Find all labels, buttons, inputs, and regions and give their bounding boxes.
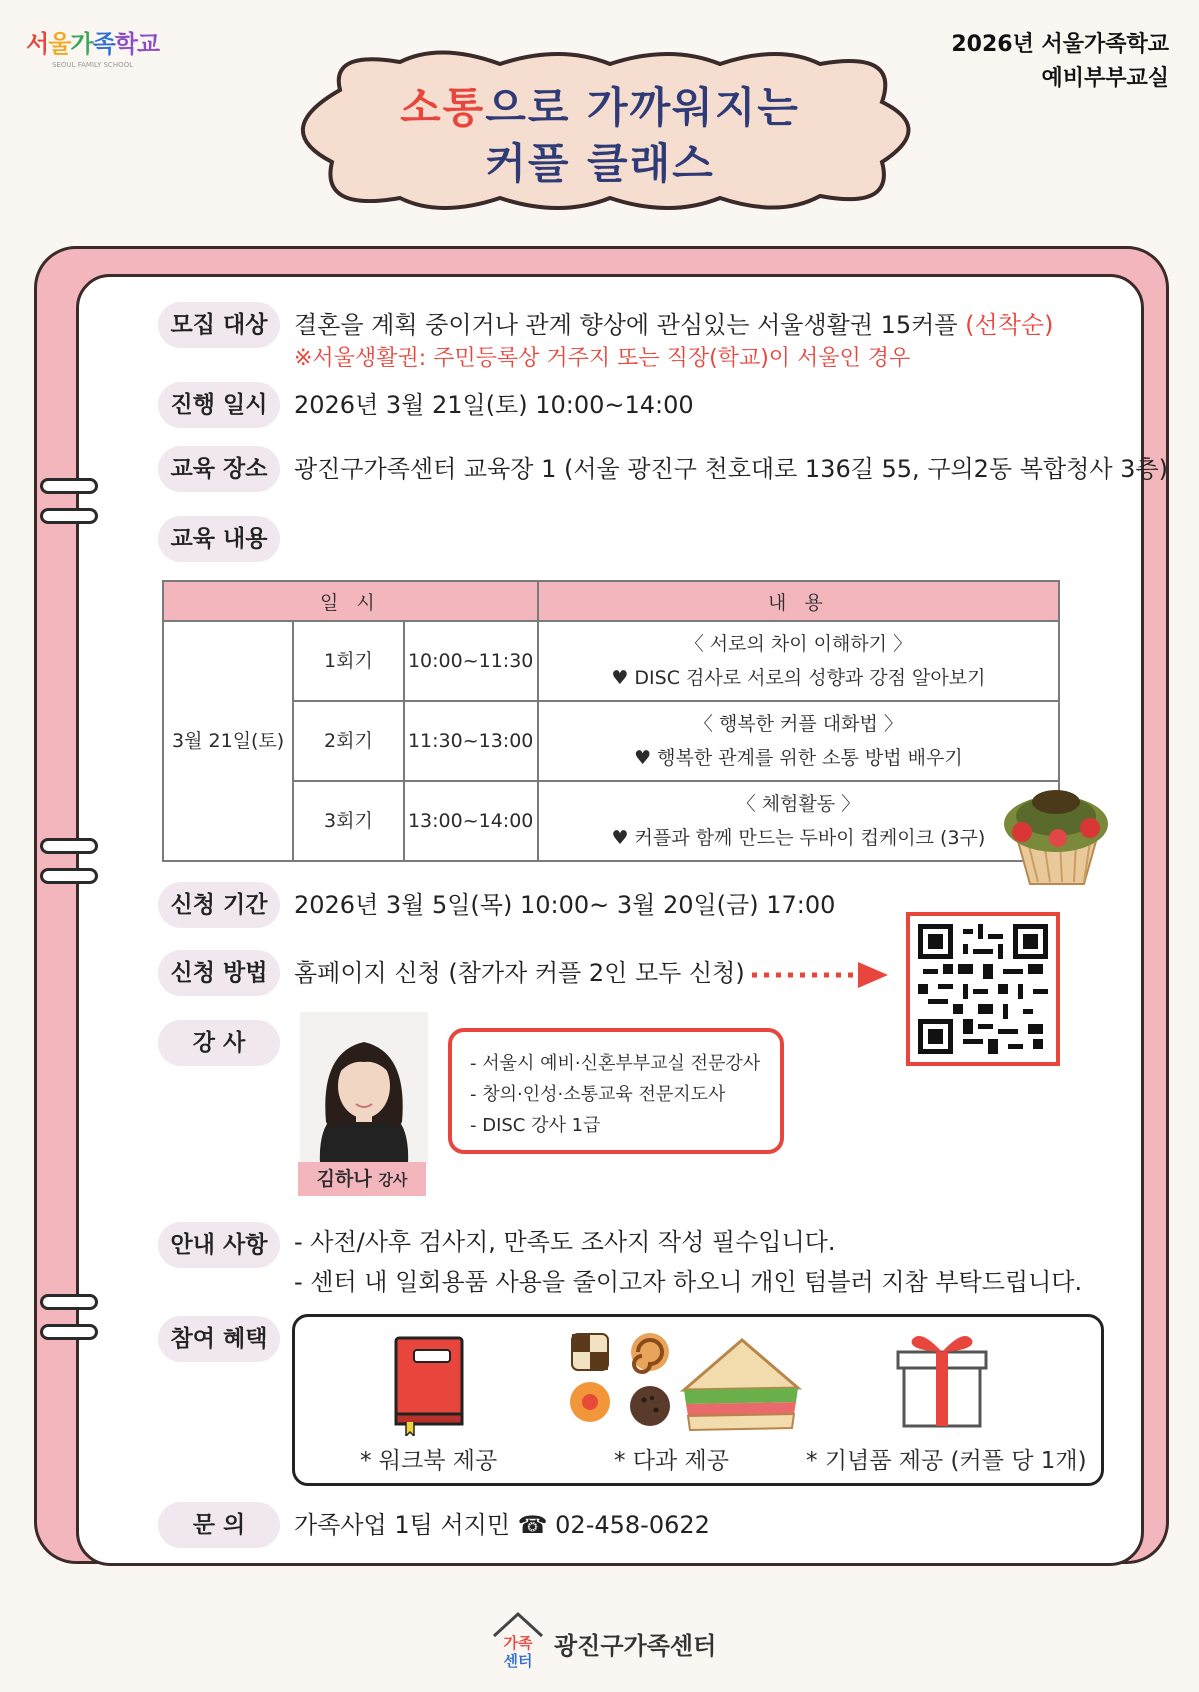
content-row: [158, 516, 280, 562]
lecturer-photo: [300, 1012, 428, 1164]
session-time: 10:00~11:30: [404, 621, 538, 701]
footer-org: [490, 1610, 716, 1676]
date-row: [158, 382, 694, 428]
title-rest: 으로 가까워지는: [485, 83, 800, 132]
binder-ring: [40, 1324, 98, 1340]
table-header-date: 일 시: [163, 581, 538, 621]
footer-org-name: 광진구가족센터: [554, 1631, 717, 1660]
logo-sub: SEOUL FAMILY SCHOOL: [52, 61, 133, 69]
date-value: 2026년 3월 21일(토) 10:00~14:00: [294, 391, 694, 419]
place-label: 교육 장소: [158, 446, 280, 492]
table-header-content: 내 용: [538, 581, 1059, 621]
benefit-label-snack: * 다과 제공: [614, 1448, 729, 1474]
session-title: 〈 행복한 커플 대화법 〉: [693, 713, 903, 735]
benefit-label-gift: * 기념품 제공 (커플 당 1개): [806, 1448, 1087, 1474]
house-icon: [490, 1610, 546, 1676]
contact-value: 가족사업 1팀 서지민 ☎ 02-458-0622: [294, 1511, 710, 1539]
recruit-label: 모집 대상: [158, 302, 280, 348]
session-detail: ♥ 행복한 관계를 위한 소통 방법 배우기: [634, 747, 963, 769]
apply-period-value: 2026년 3월 5일(목) 10:00~ 3월 20일(금) 17:00: [294, 891, 836, 919]
session-title: 〈 체험활동 〉: [736, 793, 861, 815]
lecturer-row: [158, 1020, 280, 1066]
session: 2회기: [293, 701, 403, 781]
binder-ring: [40, 508, 98, 524]
snack-icon: [566, 1330, 806, 1438]
table-row: [163, 781, 1059, 861]
school-line2: 예비부부교실: [1041, 66, 1169, 91]
place-row: [158, 446, 1168, 492]
contact-label: 문 의: [158, 1502, 280, 1548]
date-label: 진행 일시: [158, 382, 280, 428]
session-detail: ♥ DISC 검사로 서로의 성향과 강점 알아보기: [611, 667, 986, 689]
schedule-table: [162, 580, 1060, 862]
page-title: [270, 80, 930, 192]
recruit-row: [158, 302, 1053, 376]
binder-ring: [40, 478, 98, 494]
title-line2: 커플 클래스: [485, 139, 715, 188]
logo: 서울가족학교 SEOUL FAMILY SCHOOL: [26, 30, 160, 69]
benefit-label-workbook: * 워크북 제공: [360, 1448, 498, 1474]
notice-row: [158, 1222, 1082, 1302]
qr-code[interactable]: [906, 912, 1060, 1066]
session-time: 13:00~14:00: [404, 781, 538, 861]
arrow-right-icon: [752, 960, 892, 994]
lecturer-name: 김하나: [316, 1168, 372, 1190]
recruit-highlight: (선착순): [965, 311, 1054, 339]
career-item: - 서울시 예비·신혼부부교실 전문강사: [470, 1053, 761, 1074]
session: 3회기: [293, 781, 403, 861]
apply-method-row: [158, 950, 745, 996]
contact-row: [158, 1502, 710, 1548]
gift-icon: [894, 1326, 990, 1434]
session-time: 11:30~13:00: [404, 701, 538, 781]
notice-line: - 사전/사후 검사지, 만족도 조사지 작성 필수입니다.: [294, 1228, 836, 1256]
lecturer-career: [448, 1028, 784, 1154]
table-row: [163, 621, 1059, 701]
notice-label: 안내 사항: [158, 1222, 280, 1268]
lecturer-label: 강 사: [158, 1020, 280, 1066]
career-item: - 창의·인성·소통교육 전문지도사: [470, 1084, 726, 1105]
house-text-1: 가족: [503, 1634, 533, 1652]
house-text-2: 센터: [503, 1652, 533, 1670]
school-line1: 2026년 서울가족학교: [951, 32, 1169, 57]
binder-ring: [40, 1294, 98, 1310]
workbook-icon: [392, 1336, 472, 1440]
title-highlight: 소통: [400, 83, 486, 132]
table-row: [163, 701, 1059, 781]
session-title: 〈 서로의 차이 이해하기 〉: [684, 633, 913, 655]
benefit-label: 참여 혜택: [158, 1316, 280, 1362]
place-value: 광진구가족센터 교육장 1 (서울 광진구 천호대로 136길 55, 구의2동 복합청사 3층): [294, 455, 1168, 483]
binder-ring: [40, 838, 98, 854]
schedule-date: 3월 21일(토): [163, 621, 293, 861]
notice-line: - 센터 내 일회용품 사용을 줄이고자 하오니 개인 텀블러 지참 부탁드립니다.: [294, 1268, 1083, 1296]
binder-ring: [40, 868, 98, 884]
recruit-note: ※서울생활권: 주민등록상 거주지 또는 직장(학교)이 서울인 경우: [294, 346, 911, 371]
apply-method-label: 신청 방법: [158, 950, 280, 996]
session-detail: ♥ 커플과 함께 만드는 두바이 컵케이크 (3구): [611, 827, 986, 849]
apply-period-row: [158, 882, 835, 928]
lecturer-name-tag: [298, 1162, 426, 1196]
school-name: [951, 28, 1169, 96]
benefit-row: [158, 1316, 280, 1362]
apply-period-label: 신청 기간: [158, 882, 280, 928]
apply-method-value: 홈페이지 신청 (참가자 커플 2인 모두 신청): [294, 959, 745, 987]
recruit-text: 결혼을 계획 중이거나 관계 향상에 관심있는 서울생활권 15커플: [294, 311, 966, 339]
content-label: 교육 내용: [158, 516, 280, 562]
lecturer-title: 강사: [378, 1171, 408, 1189]
cupcake-icon: [998, 772, 1114, 892]
session: 1회기: [293, 621, 403, 701]
career-item: - DISC 강사 1급: [470, 1115, 601, 1136]
